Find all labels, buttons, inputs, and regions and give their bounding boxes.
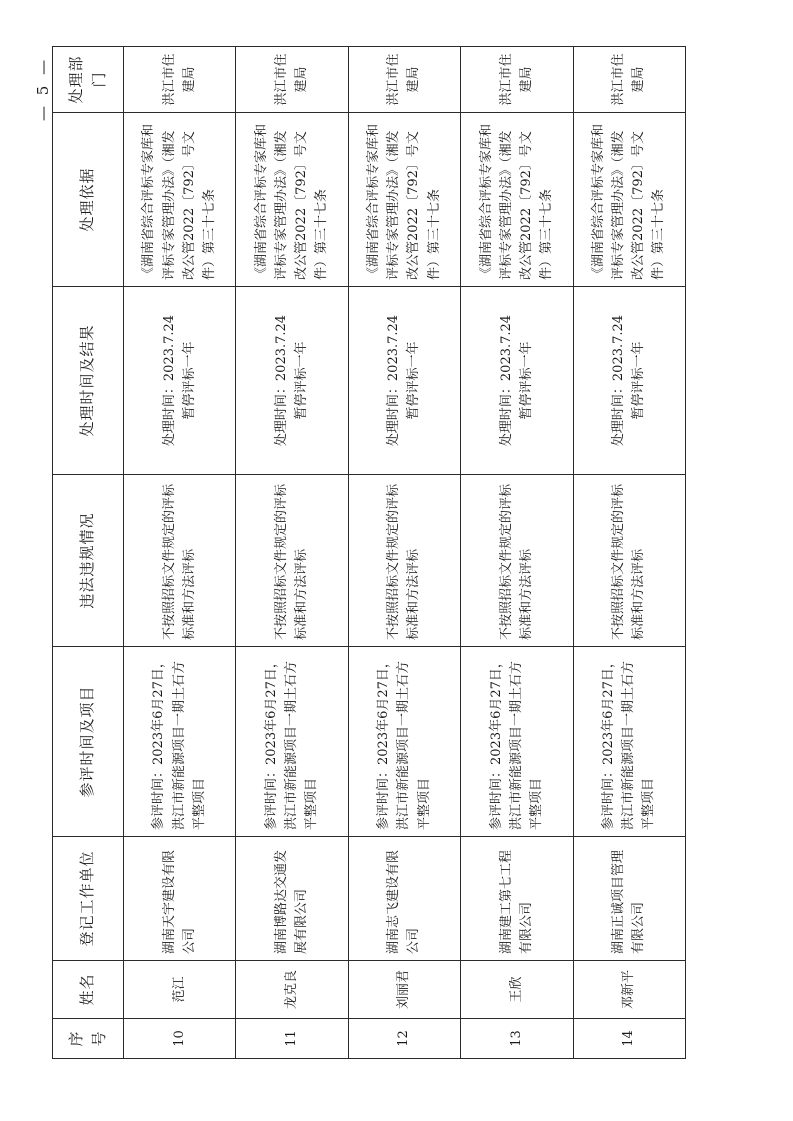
header-dept: 处理部门 bbox=[53, 47, 124, 113]
cell-basis: 《湖南省综合评标专家库和评标专家管理办法》（湘发改公管2022〔792〕号文件）第三十七条 bbox=[348, 113, 460, 287]
cell-seq: 12 bbox=[348, 1019, 460, 1059]
header-basis: 处理依据 bbox=[53, 113, 124, 287]
table-row bbox=[348, 47, 460, 1059]
cell-project: 参评时间：2023年6月27日，洪江市新能源项目一期土石方平整项目 bbox=[573, 647, 685, 837]
cell-seq: 10 bbox=[124, 1019, 236, 1059]
cell-basis: 《湖南省综合评标专家库和评标专家管理办法》（湘发改公管2022〔792〕号文件）第三十七条 bbox=[124, 113, 236, 287]
cell-dept: 洪江市住建局 bbox=[573, 47, 685, 113]
cell-project: 参评时间：2023年6月27日，洪江市新能源项目一期土石方平整项目 bbox=[461, 647, 573, 837]
cell-result: 处理时间：2023.7.24 暂停评标一年 bbox=[124, 287, 236, 475]
cell-project: 参评时间：2023年6月27日，洪江市新能源项目一期土石方平整项目 bbox=[236, 647, 348, 837]
cell-seq: 14 bbox=[573, 1019, 685, 1059]
table-row bbox=[124, 47, 236, 1059]
cell-name: 王欣 bbox=[461, 961, 573, 1019]
header-name: 姓名 bbox=[53, 961, 124, 1019]
header-seq: 序号 bbox=[53, 1019, 124, 1059]
cell-dept: 洪江市住建局 bbox=[236, 47, 348, 113]
cell-basis: 《湖南省综合评标专家库和评标专家管理办法》（湘发改公管2022〔792〕号文件）第三十七条 bbox=[573, 113, 685, 287]
cell-violation: 不按照招标文件规定的评标标准和方法评标 bbox=[461, 475, 573, 647]
cell-dept: 洪江市住建局 bbox=[348, 47, 460, 113]
cell-violation: 不按照招标文件规定的评标标准和方法评标 bbox=[573, 475, 685, 647]
cell-result: 处理时间：2023.7.24 暂停评标一年 bbox=[236, 287, 348, 475]
cell-name: 范江 bbox=[124, 961, 236, 1019]
cell-violation: 不按照招标文件规定的评标标准和方法评标 bbox=[236, 475, 348, 647]
cell-project: 参评时间：2023年6月27日，洪江市新能源项目一期土石方平整项目 bbox=[124, 647, 236, 837]
cell-basis: 《湖南省综合评标专家库和评标专家管理办法》（湘发改公管2022〔792〕号文件）第三十七条 bbox=[461, 113, 573, 287]
cell-name: 龙克良 bbox=[236, 961, 348, 1019]
cell-unit: 湖南志飞建设有限公司 bbox=[348, 837, 460, 961]
cell-dept: 洪江市住建局 bbox=[461, 47, 573, 113]
cell-seq: 13 bbox=[461, 1019, 573, 1059]
cell-unit: 湖南建工第七工程有限公司 bbox=[461, 837, 573, 961]
cell-violation: 不按照招标文件规定的评标标准和方法评标 bbox=[124, 475, 236, 647]
header-project: 参评时间及项目 bbox=[53, 647, 124, 837]
cell-result: 处理时间：2023.7.24 暂停评标一年 bbox=[573, 287, 685, 475]
cell-result: 处理时间：2023.7.24 暂停评标一年 bbox=[461, 287, 573, 475]
cell-result: 处理时间：2023.7.24 暂停评标一年 bbox=[348, 287, 460, 475]
table-row bbox=[461, 47, 573, 1059]
cell-violation: 不按照招标文件规定的评标标准和方法评标 bbox=[348, 475, 460, 647]
cell-unit: 湖南天宇建设有限公司 bbox=[124, 837, 236, 961]
cell-dept: 洪江市住建局 bbox=[124, 47, 236, 113]
cell-seq: 11 bbox=[236, 1019, 348, 1059]
table-row bbox=[573, 47, 685, 1059]
header-result: 处理时间及结果 bbox=[53, 287, 124, 475]
header-unit: 登记工作单位 bbox=[53, 837, 124, 961]
cell-unit: 湖南博路达交通发展有限公司 bbox=[236, 837, 348, 961]
penalty-table bbox=[52, 46, 686, 1059]
cell-name: 邓新平 bbox=[573, 961, 685, 1019]
cell-name: 刘丽君 bbox=[348, 961, 460, 1019]
cell-unit: 湖南正诚项目管理有限公司 bbox=[573, 837, 685, 961]
cell-project: 参评时间：2023年6月27日，洪江市新能源项目一期土石方平整项目 bbox=[348, 647, 460, 837]
table-row bbox=[236, 47, 348, 1059]
cell-basis: 《湖南省综合评标专家库和评标专家管理办法》（湘发改公管2022〔792〕号文件）第三十七条 bbox=[236, 113, 348, 287]
header-violation: 违法违规情况 bbox=[53, 475, 124, 647]
page-number: — 5 — bbox=[34, 56, 52, 121]
table-header-row bbox=[53, 47, 124, 1059]
